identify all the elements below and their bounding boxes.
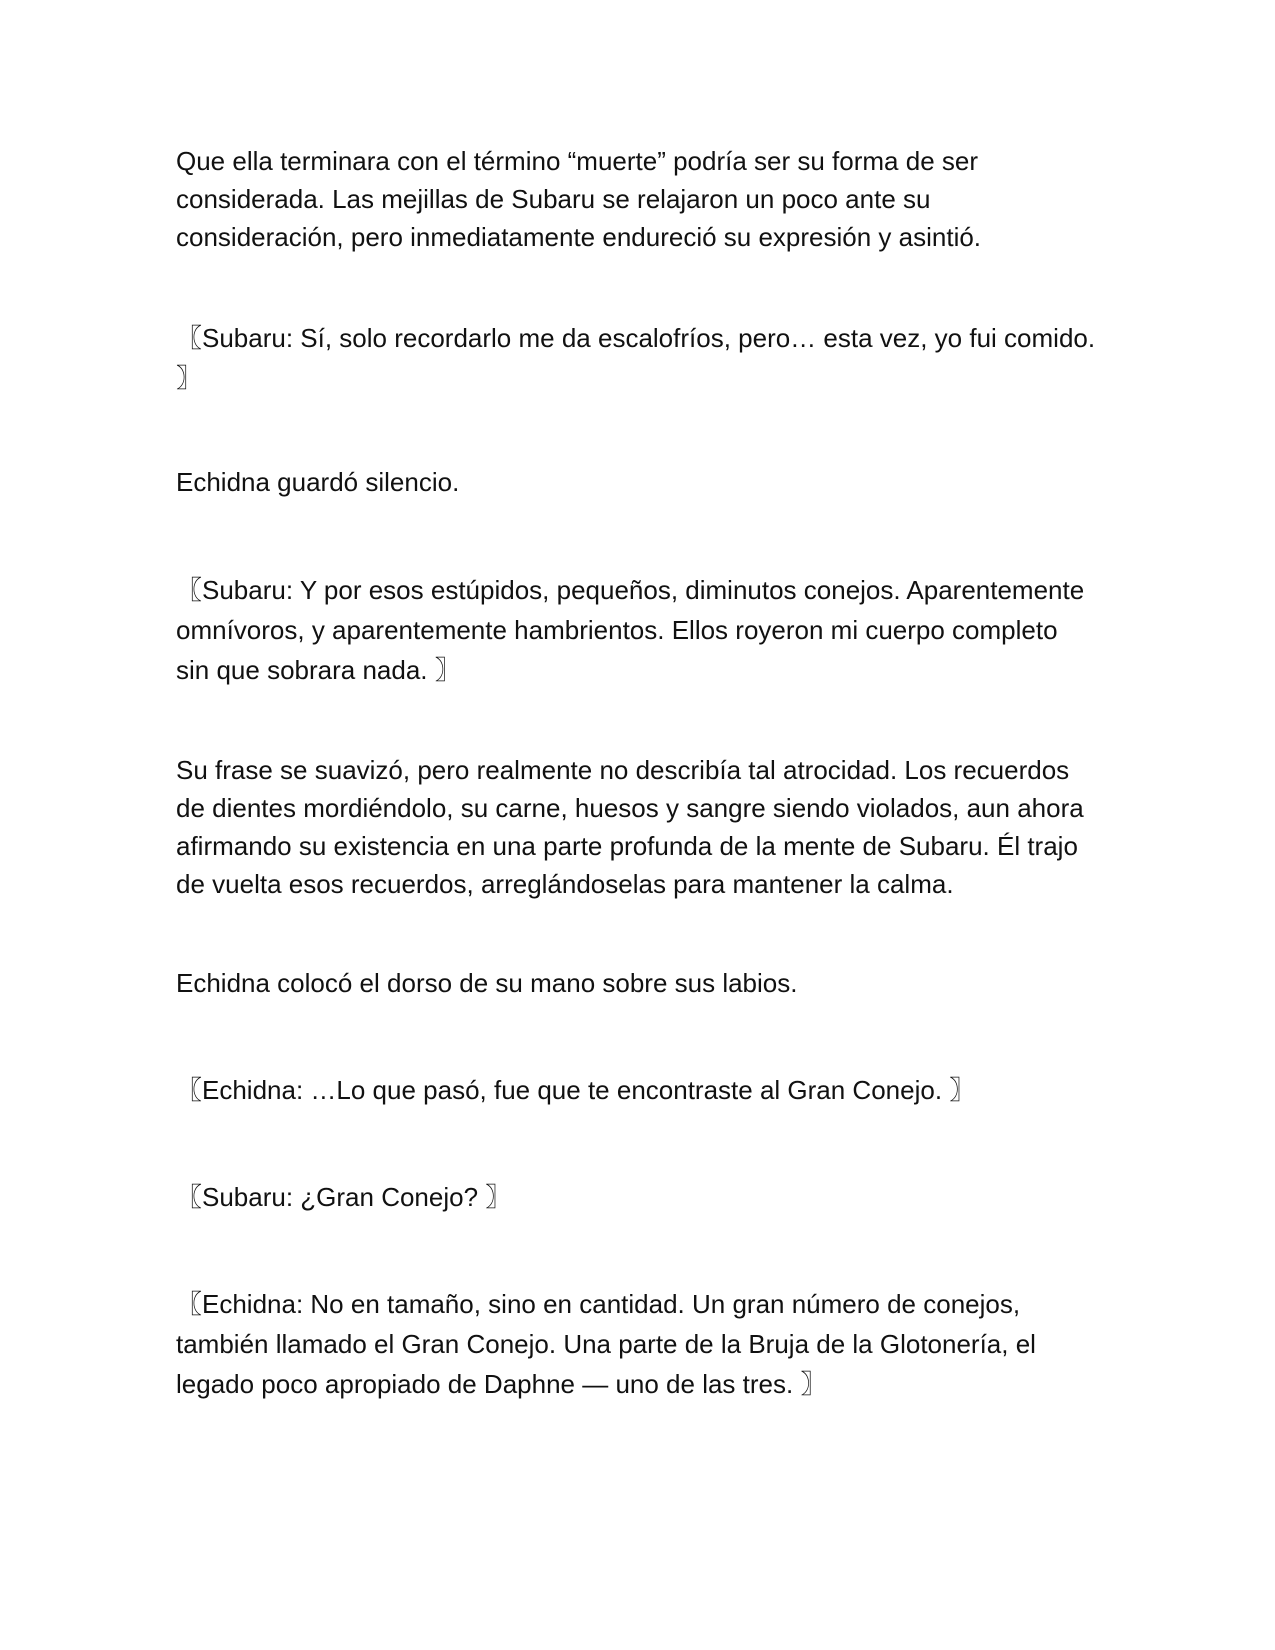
paragraph-dialogue-echidna-1: 〖Echidna: …Lo que pasó, fue que te encontraste al Gran Conejo. 〗 (176, 1075, 976, 1105)
paragraph-narration-1: Que ella terminara con el término “muerte” podría ser su forma de ser considerada. Las mejillas de Subaru se relajaron un poco ante su consideración, pero inmediatamente endureció su expresión y asintió. (176, 146, 986, 252)
paragraph-narration-4: Echidna colocó el dorso de su mano sobre sus labios. (176, 968, 798, 998)
paragraph-dialogue-subaru-2: 〖Subaru: Y por esos estúpidos, pequeños, diminutos conejos. Aparentemente omnívoros, y aparentemente hambrientos. Ellos royeron mi cuerpo completo sin que sobrara nada. 〗 (176, 575, 1092, 685)
paragraph-narration-2: Echidna guardó silencio. (176, 467, 460, 497)
paragraph-dialogue-echidna-2: 〖Echidna: No en tamaño, sino en cantidad. Un gran número de conejos, también llamado el Gran Conejo. Una parte de la Bruja de la Glotonería, el legado poco apropiado de Daphne — uno de las tres. 〗 (176, 1289, 1044, 1399)
paragraph-narration-3: Su frase se suavizó, pero realmente no describía tal atrocidad. Los recuerdos de dientes mordiéndolo, su carne, huesos y sangre siendo violados, aun ahora afirmando su existencia en una parte profunda de la mente de Subaru. Él trajo de vuelta esos recuerdos, arreglándoselas para mantener la calma. (176, 755, 1091, 899)
paragraph-dialogue-subaru-1: 〖Subaru: Sí, solo recordarlo me da escalofríos, pero… esta vez, yo fui comido. 〗 (176, 323, 1103, 393)
paragraph-dialogue-subaru-3: 〖Subaru: ¿Gran Conejo? 〗 (176, 1182, 512, 1212)
